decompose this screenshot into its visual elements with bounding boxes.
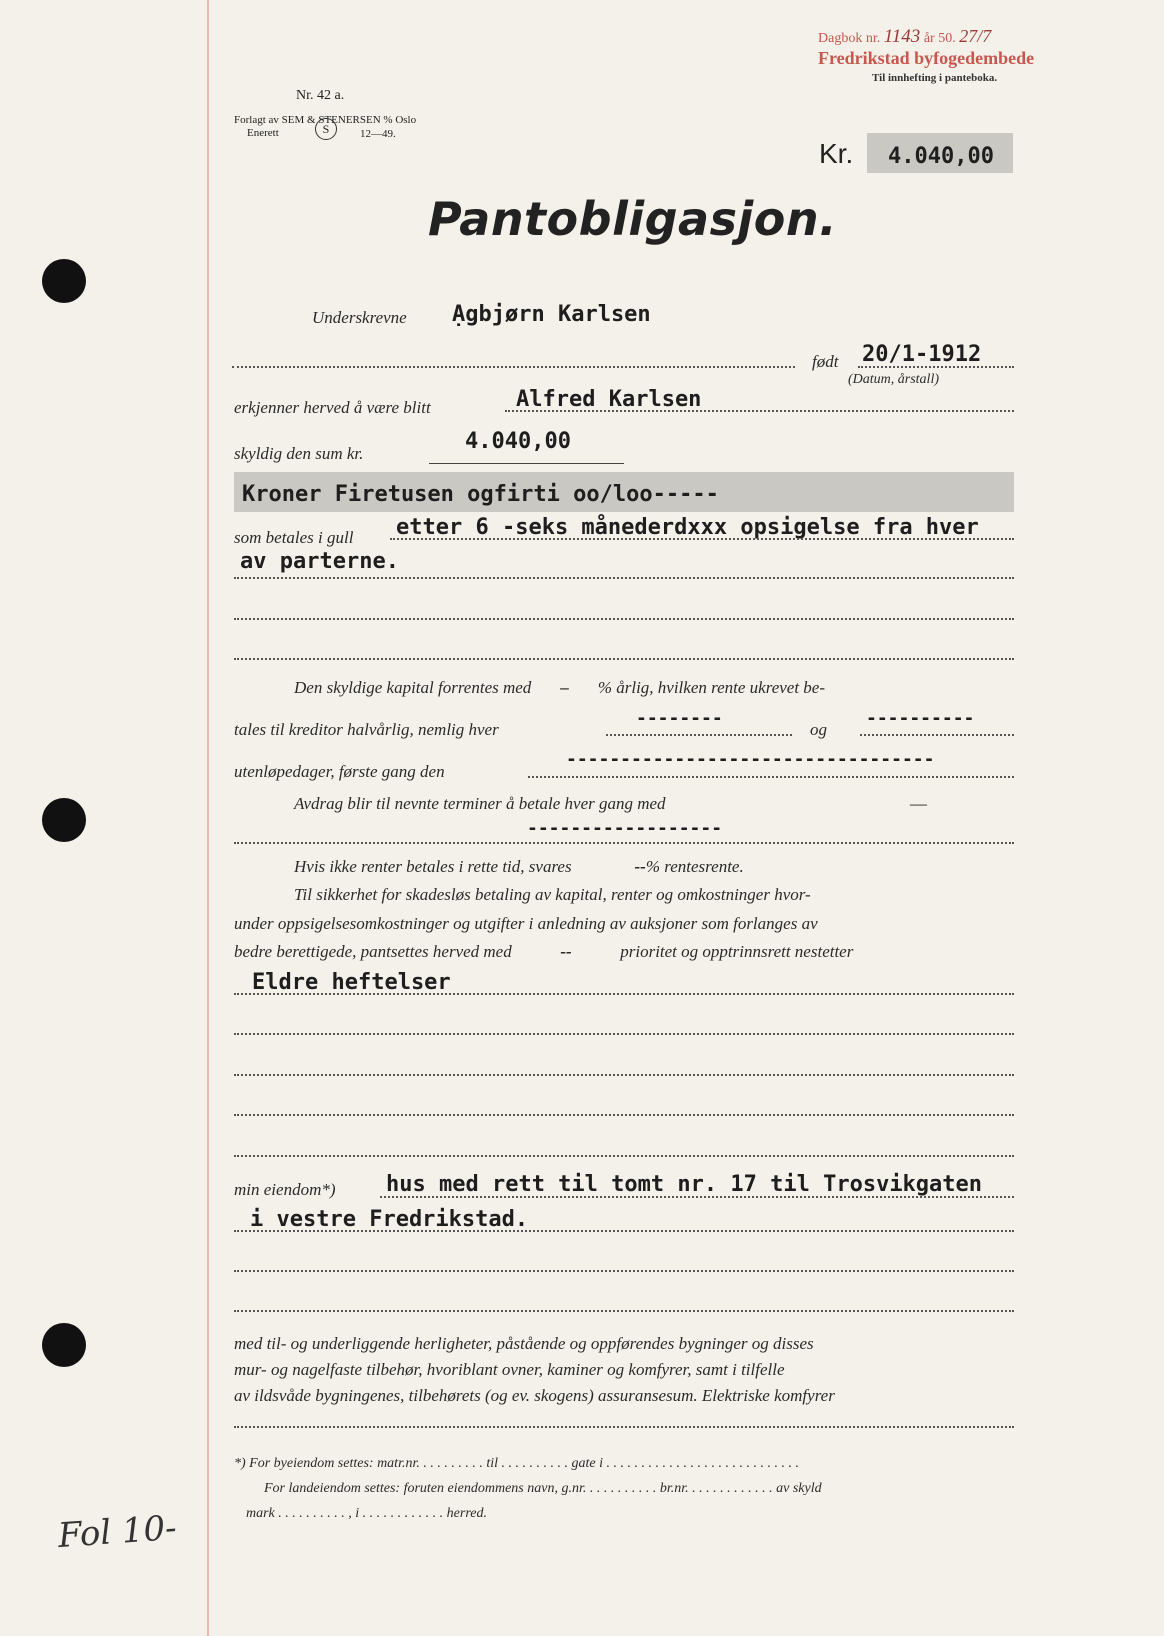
publisher-logo: S	[315, 118, 337, 140]
penalty-rate-value: --	[634, 857, 646, 876]
binder-hole	[42, 798, 86, 842]
closing-line-2: mur- og nagelfaste tilbehør, hvoriblant ovner, kaminer og komfyrer, samt i tilfelle	[234, 1360, 785, 1379]
rule	[234, 577, 1014, 579]
underskrevne-label: Underskrevne	[312, 308, 407, 327]
document-title: Pantobligasjon.	[428, 192, 838, 246]
erkjenner-value: Alfred Karlsen	[516, 387, 702, 412]
kr-amount: 4.040,00	[888, 144, 994, 169]
betales-label: som betales i gull	[234, 528, 354, 547]
dagbok-year: år 50.	[923, 31, 956, 46]
rule	[505, 410, 1014, 412]
binder-hole	[42, 259, 86, 303]
closing-line-1: med til- og underliggende herligheter, påstående og oppførendes bygninger og disses	[234, 1334, 814, 1353]
margin-note: Fol 10-	[56, 1507, 178, 1557]
datum-note: (Datum, årstall)	[848, 372, 939, 387]
interest-text: prioritet og opptrinnsrett nestetter	[620, 942, 854, 961]
underskrevne-value: Ạgbjørn Karlsen	[452, 302, 651, 327]
interest-text: % årlig, hvilken rente ukrevet be-	[597, 678, 826, 697]
dagbok-prefix: Dagbok nr.	[818, 31, 881, 46]
property-label: min eiendom*)	[234, 1180, 336, 1199]
footnote-line-3: mark . . . . . . . . . . , i . . . . . . . . . . . . herred.	[246, 1506, 487, 1521]
rule	[234, 1426, 1014, 1428]
rule	[234, 658, 1014, 660]
dagbok-stamp	[818, 26, 991, 48]
rule	[234, 618, 1014, 620]
rule	[234, 1033, 1014, 1035]
interest-text: Den skyldige kapital forrentes med	[294, 678, 532, 697]
closing-line-3: av ildsvåde bygningenes, tilbehørets (og ev. skogens) assuransesum. Elektriske komfyrer	[234, 1386, 835, 1405]
interest-text: % rentesrente.	[645, 857, 744, 876]
fodt-label: født	[812, 352, 839, 371]
dagbok-number: 1143	[883, 26, 921, 47]
rule	[429, 463, 624, 464]
rule	[858, 366, 1014, 368]
security-line-2: under oppsigelsesomkostninger og utgifter i anledning av auksjoner som forlanges av	[234, 914, 818, 933]
dagbok-date: 27/7	[959, 26, 992, 46]
interest-line-5	[294, 857, 744, 877]
footnote-line-2: For landeiendom settes: foruten eiendommens navn, g.nr. . . . . . . . . . . br.nr. . . . . . . . . . . . . av skyld	[264, 1481, 822, 1496]
interest-line-1	[294, 678, 825, 698]
print-date: 12—49.	[360, 128, 396, 140]
property-value-2: i vestre Fredrikstad.	[250, 1207, 529, 1232]
security-line-1: Til sikkerhet for skadesløs betaling av kapital, renter og omkostninger hvor-	[294, 885, 811, 904]
rule	[234, 1310, 1014, 1312]
rule	[234, 1074, 1014, 1076]
footnote-line-1: *) For byeiendom settes: matr.nr. . . . . . . . . . til . . . . . . . . . . gate i . . . . . . . . . . . . . . . . . . . . . . . . . . . .	[234, 1456, 800, 1471]
rule	[390, 538, 1014, 540]
security-line-3	[234, 942, 853, 962]
rule	[860, 734, 1014, 736]
property-value-1: hus med rett til tomt nr. 17 til Trosvikgaten	[386, 1172, 983, 1197]
term-value-1: --------	[636, 708, 723, 729]
publisher: Forlagt av SEM & STENERSEN % Oslo	[234, 114, 417, 126]
interest-text: bedre berettigede, pantsettes herved med	[234, 942, 512, 961]
rule	[528, 776, 1014, 778]
rule	[234, 842, 1014, 844]
rule	[606, 734, 792, 736]
betales-value-1: etter 6 -seks månederdxxx opsigelse fra hver	[396, 515, 979, 540]
eldre-value: Eldre heftelser	[252, 970, 451, 995]
rule	[232, 366, 795, 368]
erkjenner-label: erkjenner herved å være blitt	[234, 398, 431, 417]
skyldig-value: 4.040,00	[465, 429, 571, 454]
betales-value-2: av parterne.	[240, 549, 399, 574]
rule	[234, 1114, 1014, 1116]
avdrag-value: ------------------	[527, 818, 723, 839]
avdrag-text: Avdrag blir til nevnte terminer å betale hver gang med	[294, 794, 666, 813]
fodt-value: 20/1-1912	[862, 342, 982, 367]
interest-text: Hvis ikke renter betales i rette tid, svares	[294, 857, 572, 876]
skyldig-label: skyldig den sum kr.	[234, 444, 364, 463]
interest-line-3: utenløpedager, første gang den	[234, 762, 445, 781]
interest-rate-value: –	[560, 678, 569, 697]
interest-line-2: tales til kreditor halvårlig, nemlig hver	[234, 720, 499, 739]
rule	[234, 1270, 1014, 1272]
kroner-text: Kroner Firetusen ogfirti oo/loo-----	[242, 482, 719, 507]
rule	[380, 1196, 1014, 1198]
rule	[234, 1230, 1014, 1232]
margin-rule	[207, 0, 209, 1636]
enerett: Enerett	[247, 127, 279, 139]
term-value-2: ----------	[866, 708, 975, 729]
avdrag-dash: —	[910, 794, 927, 813]
binder-hole	[42, 1323, 86, 1367]
rule	[234, 993, 1014, 995]
og-label: og	[810, 720, 827, 739]
kr-label: Kr.	[819, 138, 854, 169]
first-date-value: ----------------------------------	[566, 749, 935, 770]
form-number: Nr. 42 a.	[296, 88, 345, 103]
office-stamp: Fredrikstad byfogedembede	[818, 48, 1035, 68]
priority-value: --	[560, 942, 572, 961]
stamp-note: Til innhefting i panteboka.	[872, 72, 998, 84]
rule	[234, 1155, 1014, 1157]
